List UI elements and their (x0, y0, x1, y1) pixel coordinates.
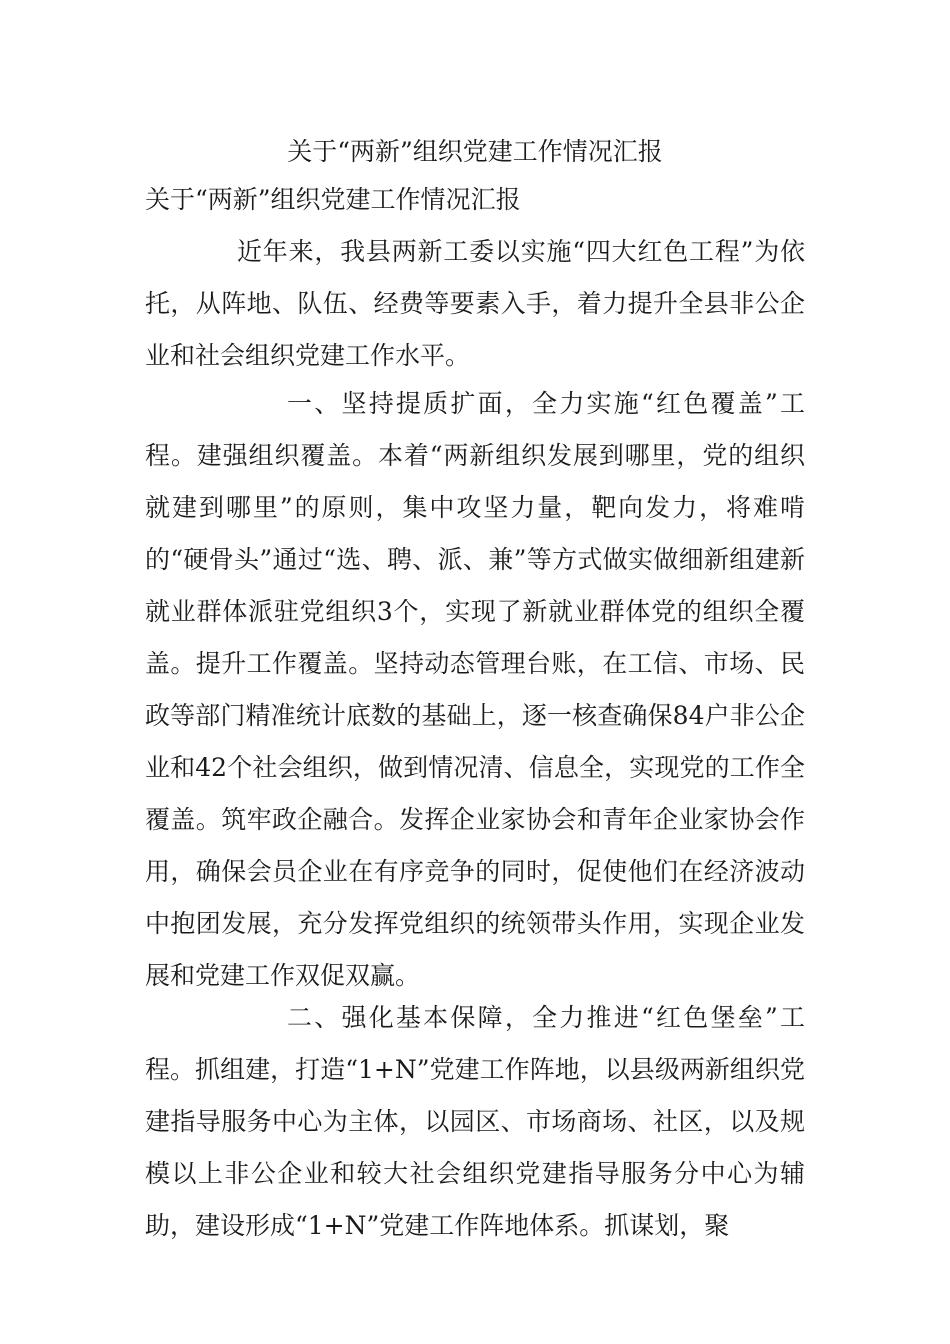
paragraph-section-one: 一、坚持提质扩面，全力实施“红色覆盖”工程。建强组织覆盖。本着“两新组织发展到哪里，党的组织就建到哪里”的原则，集中攻坚力量，靶向发力，将难啃的“硬骨头”通过“选、聘、派、兼”等方式做实做细新组建新就业群体派驻党组织3个，实现了新就业群体党的组织全覆盖。提升工作覆盖。坚持动态管理台账，在工信、市场、民政等部门精准统计底数的基础上，逐一核查确保84户非公企业和42个社会组织，做到情况清、信息全，实现党的工作全覆盖。筑牢政企融合。发挥企业家协会和青年企业家协会作用，确保会员企业在有序竞争的同时，促使他们在经济波动中抱团发展，充分发挥党组织的统领带头作用，实现企业发展和党建工作双促双赢。 (145, 389, 805, 990)
document-title-repeat: 关于“两新”组织党建工作情况汇报 (145, 185, 521, 214)
paragraph-intro: 近年来，我县两新工委以实施“四大红色工程”为依托，从阵地、队伍、经费等要素入手，着力提升全县非公企业和社会组织党建工作水平。 (145, 237, 805, 370)
document-title: 关于“两新”组织党建工作情况汇报 (287, 137, 663, 166)
paragraph-section-two: 二、强化基本保障，全力推进“红色堡垒”工程。抓组建，打造“1+N”党建工作阵地，以县级两新组织党建指导服务中心为主体，以园区、市场商场、社区，以及规模以上非公企业和较大社会组织党建指导服务分中心为辅助，建设形成“1+N”党建工作阵地体系。抓谋划，聚 (145, 1003, 805, 1240)
